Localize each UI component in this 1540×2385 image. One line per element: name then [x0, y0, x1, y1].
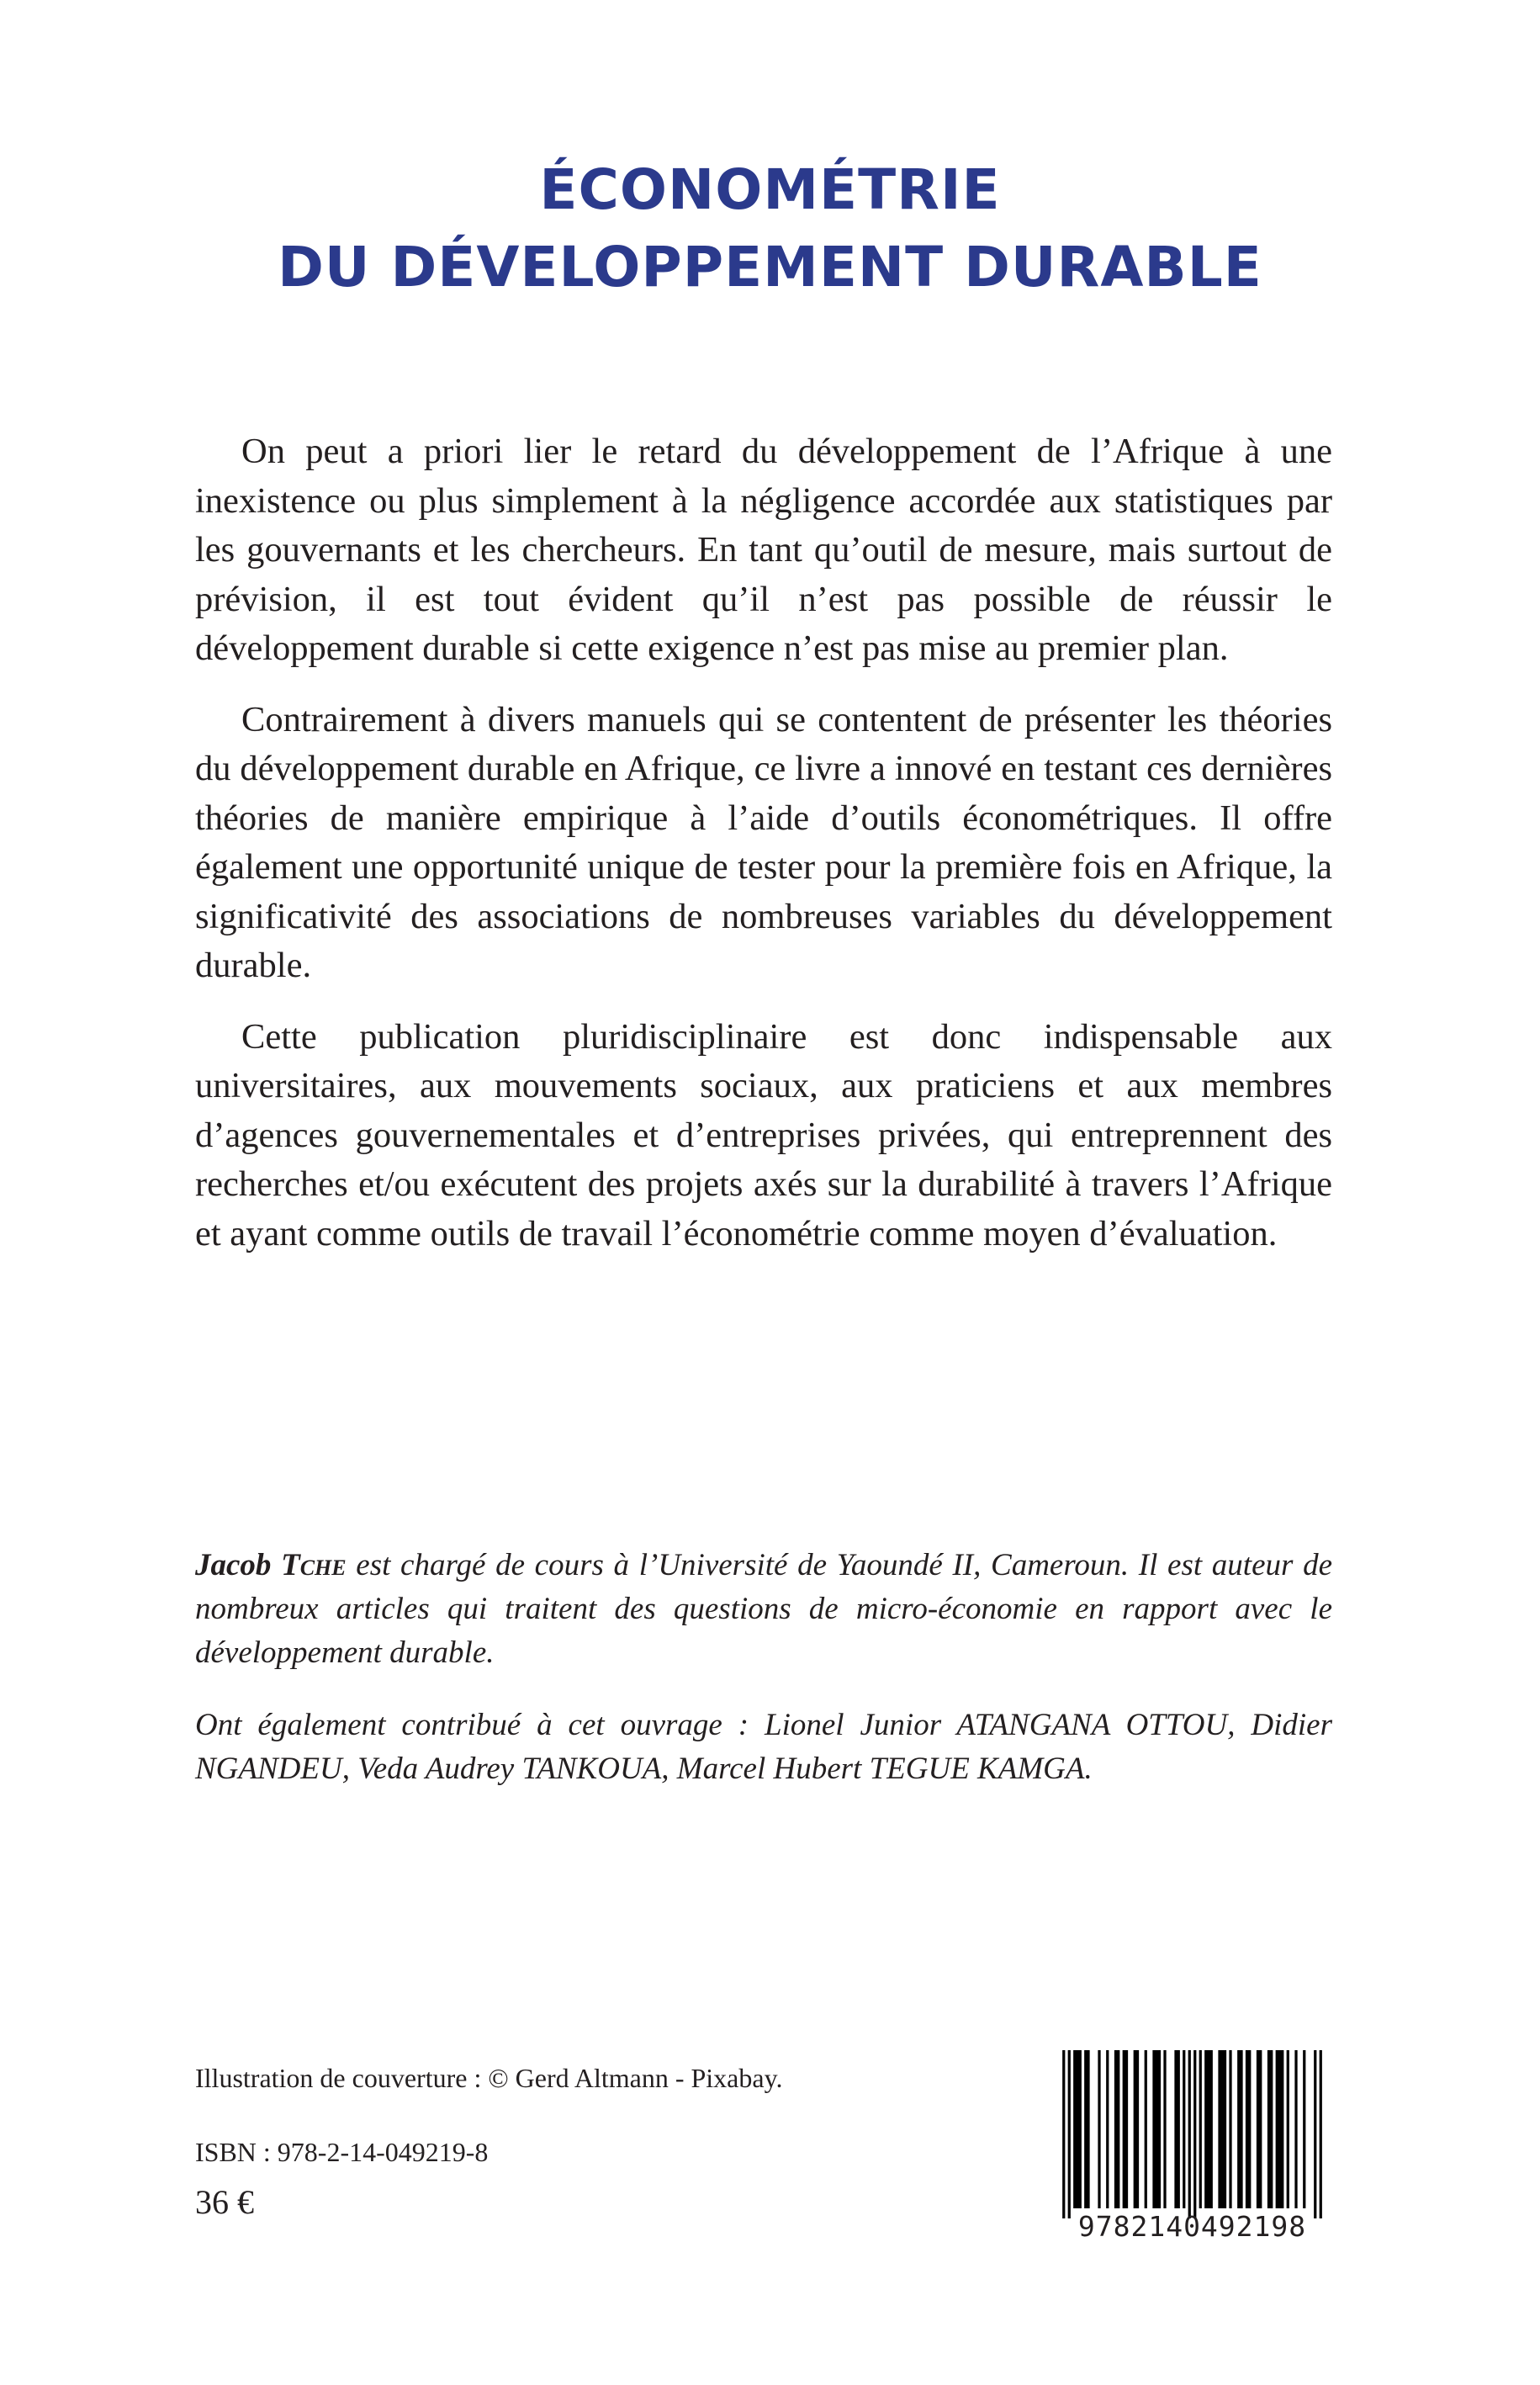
barcode-bar-6: [1114, 2050, 1120, 2208]
price: 36 €: [195, 2183, 254, 2221]
book-title: [0, 151, 1540, 306]
barcode-bar-14: [1188, 2050, 1191, 2218]
barcode-bar-13: [1183, 2050, 1185, 2208]
barcode-bar-25: [1287, 2050, 1289, 2208]
barcode-number: 9782140492198: [1077, 2210, 1307, 2243]
author-bio: [195, 1544, 1332, 1675]
barcode-bar-19: [1229, 2050, 1231, 2208]
contributors: Ont également contribué à cet ouvrage : Lionel Junior ATANGANA OTTOU, Didier NGANDEU, Veda Audrey TANKOUA, Marcel Hubert TEGUE KAMGA.: [195, 1708, 1332, 1786]
blurb-paragraph-1: On peut a priori lier le retard du développement de l’Afrique à une inexistence ou plus simplement à la négligence accordée aux statistiques par les gouvernants et les chercheurs. En tant qu’outil de mesure, mais surtout de prévision, il est tout évident qu’il n’est pas possible de réussir le développement durable si cette exigence n’est pas mise au premier plan.: [195, 432, 1332, 668]
author-bio-text: est chargé de cours à l’Université de Yaoundé II, Cameroun. Il est auteur de nombreux articles qui traitent des questions de micro-économie en rapport avec le développement durable.: [195, 1548, 1332, 1670]
barcode-bar-10: [1152, 2050, 1161, 2208]
cover-credit: Illustration de couverture : © Gerd Altmann - Pixabay.: [195, 2063, 783, 2093]
barcode-bar-17: [1204, 2050, 1213, 2208]
barcode-bar-15: [1193, 2050, 1196, 2218]
barcode-bar-20: [1237, 2050, 1243, 2208]
barcode-bar-7: [1123, 2050, 1129, 2208]
barcode-bar-12: [1174, 2050, 1180, 2208]
author-name: Jacob Tche: [195, 1548, 347, 1582]
barcode-bar-29: [1320, 2050, 1322, 2218]
blurb-paragraph-3: Cette publication pluridisciplinaire est donc indispensable aux universitaires, aux mouvements sociaux, aux praticiens et aux membres d’agences gouvernementales et d’entreprises privées, qui entreprennent des recherches et/ou exécutent des projets axés sur la durabilité à travers l’Afrique et ayant comme outils de travail l’économétrie comme moyen d’évaluation.: [195, 1016, 1332, 1253]
barcode-bar-23: [1267, 2050, 1273, 2208]
blurb-paragraph-2: Contrairement à divers manuels qui se contentent de présenter les théories du développement durable en Afrique, ce livre a innové en testant ces dernières théories de manière empirique à l’aide d’outils économétriques. Il offre également une opportunité unique de tester pour la première fois en Afrique, la significativité des associations de nombreuses variables du développement durable.: [195, 699, 1332, 985]
barcode-bar-16: [1199, 2050, 1202, 2208]
barcode-bar-28: [1314, 2050, 1316, 2218]
barcode-bar-4: [1098, 2050, 1100, 2208]
title-line-2: DU DÉVELOPPEMENT DURABLE: [278, 235, 1262, 299]
barcode-bar-1: [1068, 2050, 1071, 2218]
barcode-bar-3: [1084, 2050, 1090, 2208]
barcode-bar-0: [1062, 2050, 1065, 2218]
barcode-bar-9: [1145, 2050, 1147, 2208]
barcode-bar-2: [1073, 2050, 1082, 2208]
barcode-bar-18: [1218, 2050, 1226, 2208]
isbn: ISBN : 978-2-14-049219-8: [195, 2137, 489, 2167]
blurb: [195, 427, 1332, 1280]
barcode-bar-5: [1106, 2050, 1109, 2208]
barcode-bar-26: [1294, 2050, 1297, 2208]
barcode-bar-11: [1163, 2050, 1166, 2208]
barcode-bar-22: [1257, 2050, 1262, 2208]
barcode-bar-8: [1134, 2050, 1140, 2208]
barcode-bar-27: [1303, 2050, 1305, 2208]
title-line-1: ÉCONOMÉTRIE: [539, 157, 1001, 222]
barcode-bar-24: [1276, 2050, 1284, 2208]
barcode: [1047, 2050, 1337, 2248]
author-section: [195, 1544, 1332, 1820]
barcode-bar-21: [1246, 2050, 1252, 2208]
